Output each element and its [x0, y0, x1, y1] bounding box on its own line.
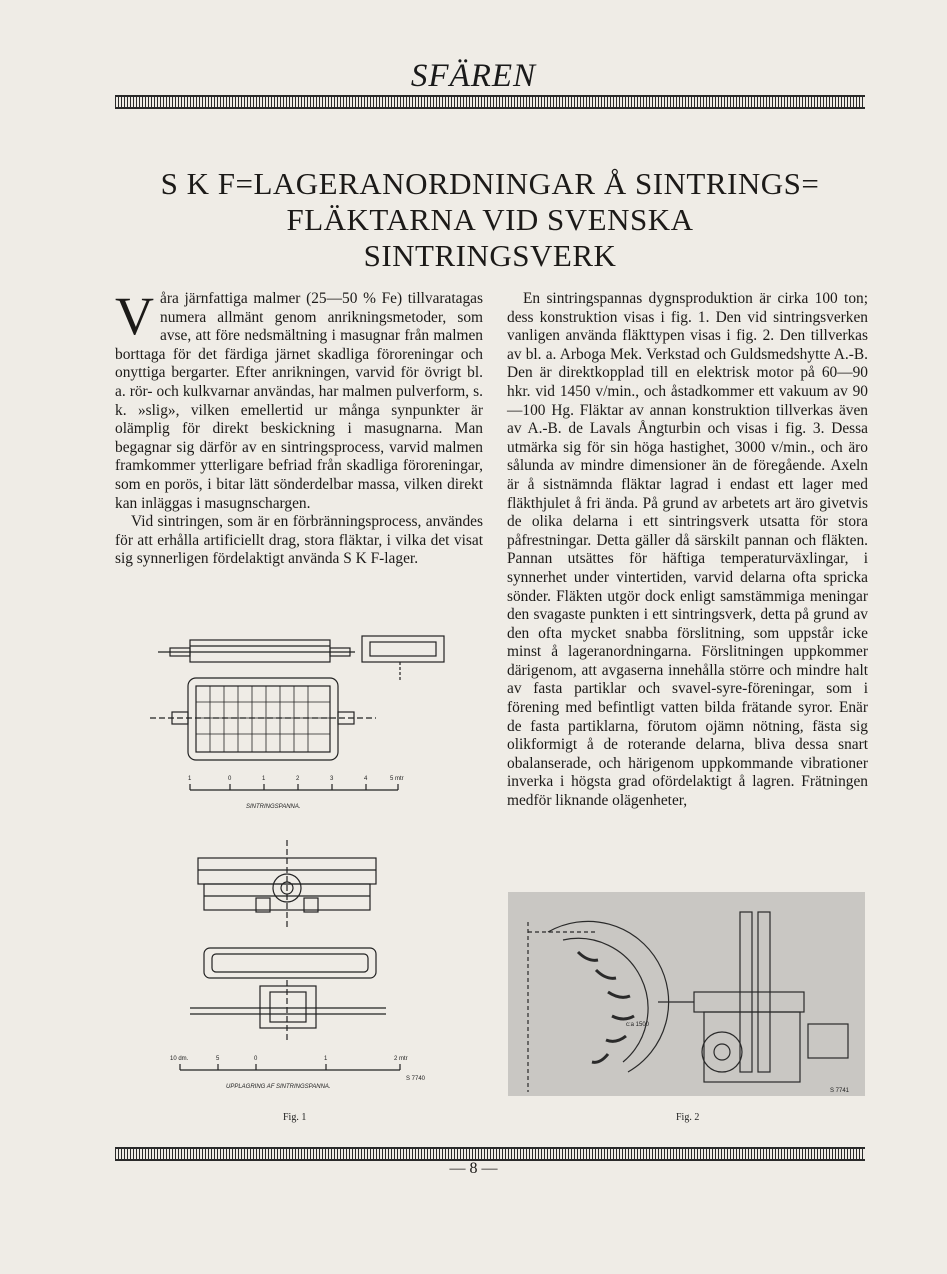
scale-1-tick: 4 — [364, 776, 368, 782]
drawing-1-label: SINTRINGSPANNA. — [246, 804, 301, 810]
figure-2-caption: Fig. 2 — [676, 1112, 700, 1123]
dimension-label: c:a 1500 — [626, 1022, 650, 1028]
right-column — [507, 290, 868, 811]
scale-2-tick: 10 dm. — [170, 1056, 189, 1062]
title-line-2: FLÄKTARNA VID SVENSKA — [286, 202, 694, 237]
title-line-3: SINTRINGSVERK — [363, 238, 617, 273]
scale-1-tick: 3 — [330, 776, 334, 782]
scale-2-labels — [170, 1056, 426, 1090]
scale-1-tick: 1 — [188, 776, 192, 782]
title-line-1: S K F=LAGERANORDNINGAR Å SINTRINGS= — [160, 166, 820, 201]
figure-1-drawing — [150, 630, 460, 1090]
figure-2 — [508, 892, 865, 1096]
article-title — [115, 166, 865, 274]
scale-1-labels — [188, 776, 404, 810]
scale-2-tick: 0 — [254, 1056, 258, 1062]
figure-1-caption: Fig. 1 — [283, 1112, 307, 1123]
left-paragraph-2: Vid sintringen, som är en förbränningsprocess, användes för att erhålla artificiellt drag, stora fläktar, i vilka det visat sig synnerligen fördelaktigt använda S K F-lager. — [115, 513, 483, 568]
scale-2-tick: 2 mtr — [394, 1056, 408, 1062]
scale-2-tick: 1 — [324, 1056, 328, 1062]
figure-2-code: S 7741 — [830, 1088, 850, 1094]
figure-1 — [150, 630, 460, 1090]
scale-1-tick: 0 — [228, 776, 232, 782]
scale-1-tick: 2 — [296, 776, 300, 782]
footer-rule — [115, 1147, 865, 1161]
figure-1-code: S 7740 — [406, 1076, 426, 1082]
scale-2-tick: 5 — [216, 1056, 220, 1062]
header-rule — [115, 95, 865, 109]
masthead: SFÄREN — [410, 58, 537, 94]
drawing-2-label: UPPLAGRING AF SINTRINGSPANNA. — [226, 1084, 331, 1090]
scale-1-tick: 1 — [262, 776, 266, 782]
drop-cap: V — [115, 286, 154, 346]
right-paragraph-1: En sintringspannas dygnsproduktion är cirka 100 ton; dess konstruktion visas i fig. 1. Den vid sintringsverken vanligen använda fläkttypen visas i fig. 2. Den tillverkas av bl. a. Arboga Mek. Verkstad och Guldsmedshytte A.-B. Den är direktkopplad till en elektrisk motor på 60—90 hkr. vid 1450 v/min., och åstadkommer ett vakuum av 90—100 Hg. Fläktar av annan konstruktion tillverkas även av A.-B. de Lavals Ångturbin och visas i fig. 3. Dessa utmärka sig för sin höga hastighet, 3000 v/min., och äro sålunda av mindre dimensioner än de föregående. Axeln är å sistnämnda fläktar lagrad i endast ett lager med fläkthjulet å fri ända. På grund av arbetets art äro givetvis de olika delarna i ett sintringsverk utsatta för stora påfrestningar. Detta gäller då särskilt pannan och fläkten. Pannan utsättes för häftiga temperaturväxlingar, i synnerhet under vintertiden, varvid delarna ofta spricka sönder. Fläkten utgör dock enligt samstämmiga meningar den svagaste punkten i ett sintringsverk, detta på grund av den ofta mycket snabba förslitning, som uppstår icke minst å lageranordningarna. Förslitningen uppkommer därigenom, att avgaserna innehålla större och mindre halt av fasta partiklar och svavel-syre-föreningar, som i förening med befintligt vatten bilda frätande syror. Enär de fasta partiklarna, förutom ojämn nötning, fästa sig olikformigt å de roterande delarna, bliva dessa snart obalanserade, och härigenom uppkommande vibrationer inverka i högsta grad ofördelaktigt å lagren. Frätningen medför liknande olägenheter, — [507, 290, 868, 810]
left-column — [115, 286, 483, 569]
figure-2-drawing — [508, 892, 865, 1096]
scale-1-tick: 5 mtr — [390, 776, 404, 782]
left-paragraph-1: åra järnfattiga malmer (25—50 % Fe) tillvaratagas numera allmänt genom anrikningsmetoder, som avse, att före nedsmältning i masugnar från malmen borttaga för det färdiga järnet skadliga föroreningar och onyttiga bergarter. Efter anrikningen, varvid för övrigt bl. a. rör- och kulkvarnar användas, har malmen pulverform, s. k. »slig», vilken emellertid ur många synpunkter är olämplig för direkt beskickning i masugnarna. Man begagnar sig därför av en sintringsprocess, varvid malmen framkommer ytterligare befriad från skadliga föroreningar, som en porös, i bitar lätt sönderdelbar massa, vilken direkt kan inläggas i masugnschargen. — [115, 290, 483, 512]
page-number: — 8 — — [449, 1160, 498, 1177]
